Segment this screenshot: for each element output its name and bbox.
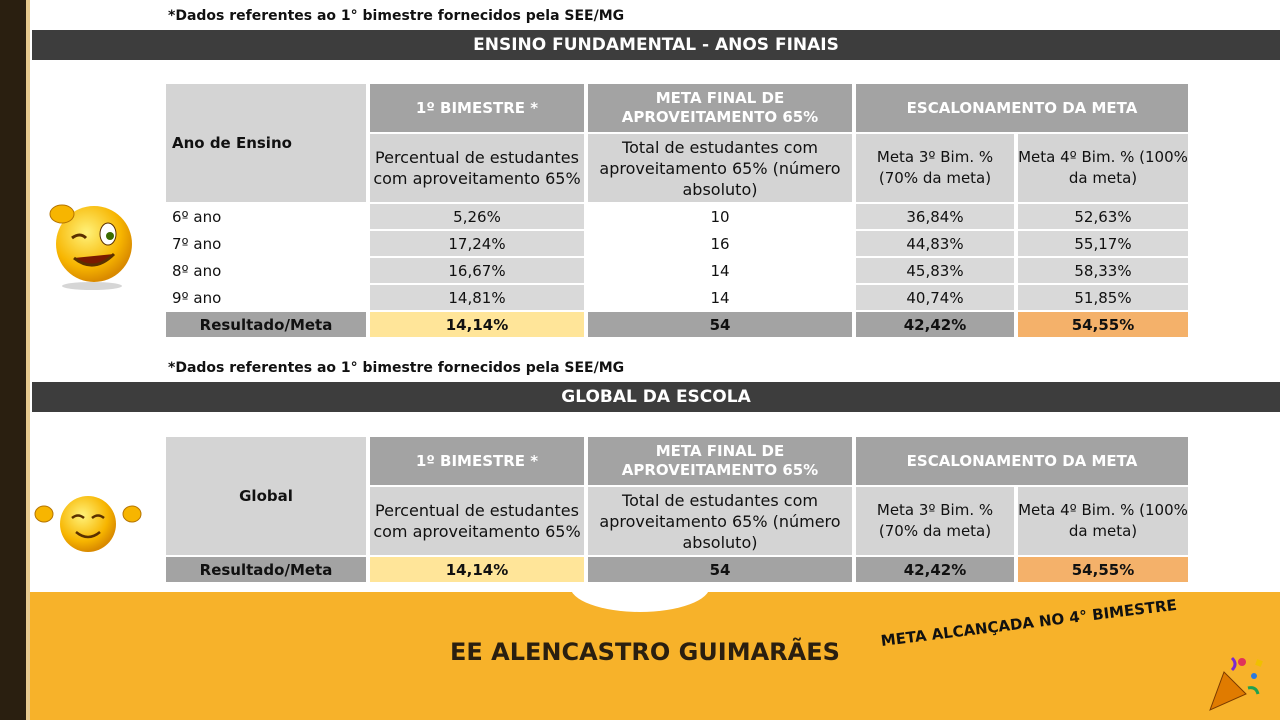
- row-ano: 9º ano: [166, 285, 366, 310]
- row-percentual: 16,67%: [370, 258, 584, 283]
- result-meta3: 42,42%: [856, 312, 1014, 337]
- row-meta3: 40,74%: [856, 285, 1014, 310]
- header-total: Total de estudantes com aproveitamento 65% (número absoluto): [588, 134, 852, 202]
- winking-emoji-icon: [42, 196, 142, 292]
- section2-banner: GLOBAL DA ESCOLA: [32, 382, 1280, 412]
- header-global: Global: [166, 437, 366, 555]
- header-percentual: Percentual de estudantes com aproveitamento 65%: [370, 487, 584, 555]
- result-meta4: 54,55%: [1018, 557, 1188, 582]
- laughing-emoji-icon: [32, 492, 144, 556]
- result-row: [166, 312, 1188, 337]
- result-meta3: 42,42%: [856, 557, 1014, 582]
- row-total: 16: [588, 231, 852, 256]
- header-bimestre: 1º BIMESTRE *: [370, 437, 584, 485]
- row-percentual: 17,24%: [370, 231, 584, 256]
- row-meta3: 36,84%: [856, 204, 1014, 229]
- header-ano: Ano de Ensino: [166, 84, 366, 202]
- footer-drip-decoration: [570, 586, 710, 612]
- header-meta4: Meta 4º Bim. % (100% da meta): [1018, 487, 1188, 555]
- left-decorative-bar: [0, 0, 30, 720]
- header-meta-final: META FINAL DE APROVEITAMENTO 65%: [588, 437, 852, 485]
- footer-band: [30, 592, 1280, 720]
- header-bimestre: 1º BIMESTRE *: [370, 84, 584, 132]
- section1-banner: ENSINO FUNDAMENTAL - ANOS FINAIS: [32, 30, 1280, 60]
- row-meta4: 55,17%: [1018, 231, 1188, 256]
- section1-table: [162, 82, 1192, 339]
- table-row: [166, 285, 1188, 310]
- row-ano: 8º ano: [166, 258, 366, 283]
- row-percentual: 5,26%: [370, 204, 584, 229]
- result-label: Resultado/Meta: [166, 312, 366, 337]
- header-escalonamento: ESCALONAMENTO DA META: [856, 84, 1188, 132]
- row-ano: 6º ano: [166, 204, 366, 229]
- school-name: EE ALENCASTRO GUIMARÃES: [450, 638, 840, 666]
- header-escalonamento: ESCALONAMENTO DA META: [856, 437, 1188, 485]
- header-total: Total de estudantes com aproveitamento 65% (número absoluto): [588, 487, 852, 555]
- row-total: 10: [588, 204, 852, 229]
- header-meta4: Meta 4º Bim. % (100% da meta): [1018, 134, 1188, 202]
- result-total: 54: [588, 312, 852, 337]
- source-note-bottom: *Dados referentes ao 1° bimestre fornecidos pela SEE/MG: [168, 360, 625, 376]
- section2-table: [162, 435, 1192, 584]
- row-percentual: 14,81%: [370, 285, 584, 310]
- row-total: 14: [588, 285, 852, 310]
- result-percentual: 14,14%: [370, 312, 584, 337]
- result-meta4: 54,55%: [1018, 312, 1188, 337]
- meta-achieved-note: META ALCANÇADA NO 4° BIMESTRE: [879, 595, 1178, 650]
- result-percentual: 14,14%: [370, 557, 584, 582]
- result-row: [166, 557, 1188, 582]
- row-meta3: 44,83%: [856, 231, 1014, 256]
- result-label: Resultado/Meta: [166, 557, 366, 582]
- row-meta4: 51,85%: [1018, 285, 1188, 310]
- header-meta3: Meta 3º Bim. % (70% da meta): [856, 487, 1014, 555]
- result-total: 54: [588, 557, 852, 582]
- header-meta-final: META FINAL DE APROVEITAMENTO 65%: [588, 84, 852, 132]
- row-total: 14: [588, 258, 852, 283]
- party-popper-icon: [1202, 650, 1266, 716]
- row-meta4: 52,63%: [1018, 204, 1188, 229]
- header-meta3: Meta 3º Bim. % (70% da meta): [856, 134, 1014, 202]
- row-meta3: 45,83%: [856, 258, 1014, 283]
- table-row: [166, 258, 1188, 283]
- row-ano: 7º ano: [166, 231, 366, 256]
- table-row: [166, 231, 1188, 256]
- source-note-top: *Dados referentes ao 1° bimestre fornecidos pela SEE/MG: [168, 8, 625, 24]
- table-row: [166, 204, 1188, 229]
- header-percentual: Percentual de estudantes com aproveitamento 65%: [370, 134, 584, 202]
- row-meta4: 58,33%: [1018, 258, 1188, 283]
